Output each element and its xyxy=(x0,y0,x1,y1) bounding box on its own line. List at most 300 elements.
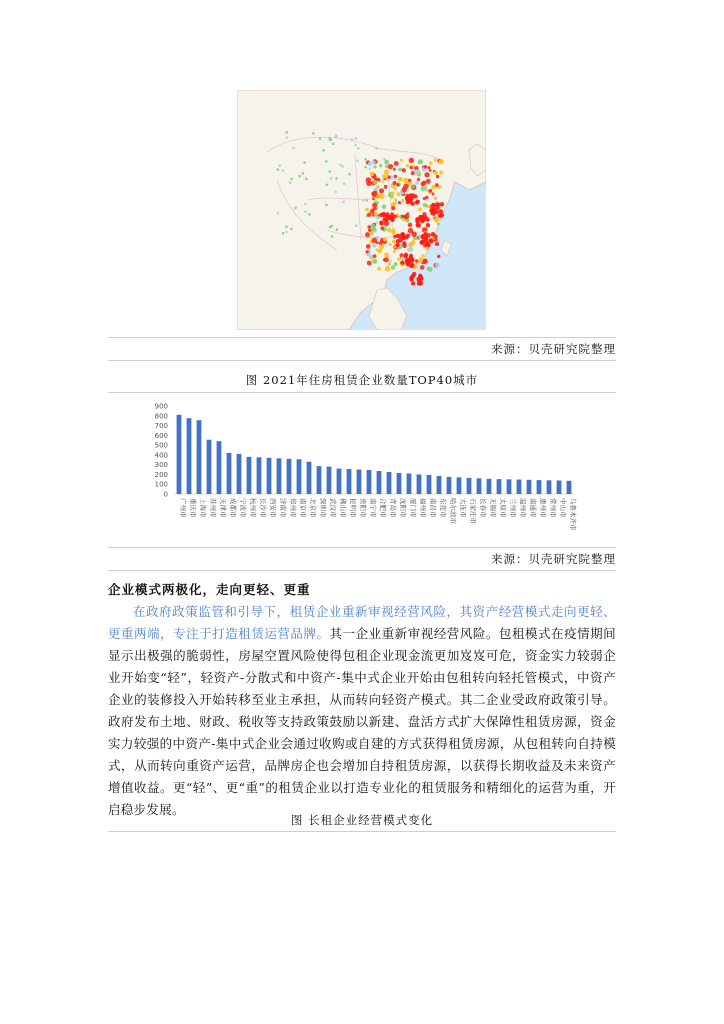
city-marker xyxy=(294,206,297,209)
city-marker xyxy=(372,203,377,208)
city-marker xyxy=(434,159,437,162)
city-marker xyxy=(373,165,376,168)
city-marker xyxy=(290,228,293,231)
bar xyxy=(417,474,422,494)
city-marker xyxy=(355,224,358,227)
bar xyxy=(367,470,372,494)
bar xyxy=(447,477,452,494)
city-marker xyxy=(379,213,383,217)
city-marker xyxy=(362,199,365,202)
x-tick-label: 郑州市 xyxy=(289,498,297,518)
city-marker xyxy=(392,228,395,231)
city-marker xyxy=(411,281,415,285)
city-marker xyxy=(394,178,397,181)
city-marker xyxy=(348,173,351,176)
city-marker xyxy=(286,136,289,139)
city-marker xyxy=(419,260,422,263)
bar xyxy=(377,471,382,494)
bar xyxy=(347,469,352,494)
city-marker xyxy=(375,147,378,150)
city-marker xyxy=(420,265,425,270)
city-marker xyxy=(282,232,285,235)
x-tick-label: 青岛市 xyxy=(389,498,397,518)
city-marker xyxy=(373,191,378,196)
city-marker xyxy=(366,250,369,253)
bar xyxy=(457,477,462,494)
city-marker xyxy=(332,142,335,145)
city-marker xyxy=(437,223,440,226)
divider xyxy=(108,337,616,338)
city-marker xyxy=(401,187,406,192)
city-marker xyxy=(330,177,333,180)
city-marker xyxy=(376,216,380,220)
bar xyxy=(197,420,202,494)
city-marker xyxy=(277,212,280,215)
city-marker xyxy=(379,244,384,249)
x-tick-label: 北京市 xyxy=(309,498,317,518)
bar xyxy=(257,457,262,494)
city-marker xyxy=(364,166,367,169)
y-tick-label: 800 xyxy=(154,412,168,421)
x-tick-label: 济南市 xyxy=(279,498,287,518)
city-marker xyxy=(376,241,379,244)
x-tick-label: 苏州市 xyxy=(209,498,217,518)
bar xyxy=(307,462,312,494)
bar xyxy=(177,415,182,494)
city-marker xyxy=(343,182,346,185)
bar xyxy=(477,478,482,494)
y-tick-label: 700 xyxy=(154,422,168,431)
city-marker xyxy=(356,160,359,163)
city-marker xyxy=(389,243,392,246)
city-marker xyxy=(434,217,439,222)
city-marker xyxy=(435,263,440,268)
x-tick-label: 成都市 xyxy=(229,498,237,518)
city-marker xyxy=(334,136,337,139)
bar xyxy=(287,459,292,494)
bar xyxy=(407,473,412,494)
bar xyxy=(357,470,362,494)
city-marker xyxy=(298,175,301,178)
city-marker xyxy=(387,228,392,233)
city-marker xyxy=(379,194,384,199)
city-marker xyxy=(290,178,293,181)
city-marker xyxy=(424,172,429,177)
city-marker xyxy=(368,162,372,166)
city-marker xyxy=(335,177,338,180)
city-marker xyxy=(418,159,423,164)
city-marker xyxy=(282,169,285,172)
bar xyxy=(547,480,552,494)
x-tick-label: 长春市 xyxy=(479,498,487,518)
bar xyxy=(397,473,402,494)
city-marker xyxy=(368,167,371,170)
city-marker xyxy=(432,207,436,211)
divider xyxy=(108,547,616,548)
divider xyxy=(108,570,616,571)
x-tick-label: 贵阳市 xyxy=(359,498,367,518)
city-marker xyxy=(325,204,328,207)
city-marker xyxy=(408,223,413,228)
chart-caption: 图 2021年住房租赁企业数量TOP40城市 xyxy=(245,373,479,387)
city-marker xyxy=(394,199,397,202)
city-marker xyxy=(393,181,397,185)
city-marker xyxy=(401,232,405,236)
x-tick-label: 南昌市 xyxy=(429,498,437,518)
city-marker xyxy=(425,217,429,221)
bar xyxy=(217,441,222,494)
city-marker xyxy=(377,249,382,254)
city-marker xyxy=(420,215,424,219)
city-marker xyxy=(384,185,388,189)
city-marker xyxy=(285,231,288,234)
x-tick-label: 南京市 xyxy=(299,498,307,518)
city-marker xyxy=(424,237,428,241)
bar-chart xyxy=(144,400,580,542)
city-marker xyxy=(380,226,384,230)
city-marker xyxy=(419,281,423,285)
city-marker xyxy=(404,253,408,257)
city-marker xyxy=(396,192,400,196)
city-marker xyxy=(370,255,373,258)
x-tick-label: 东莞市 xyxy=(439,498,447,518)
bar-chart-svg xyxy=(144,400,580,542)
city-marker xyxy=(379,221,383,225)
city-marker xyxy=(368,229,371,232)
city-marker xyxy=(440,213,444,217)
city-marker xyxy=(372,244,376,248)
city-marker xyxy=(394,175,398,179)
x-tick-label: 乌鲁木齐市 xyxy=(569,498,577,531)
city-marker xyxy=(341,165,344,168)
city-marker xyxy=(388,164,393,169)
y-tick-label: 100 xyxy=(154,480,168,489)
map-graphic xyxy=(237,90,486,330)
city-marker xyxy=(438,186,441,189)
x-tick-label: 石家庄市 xyxy=(469,498,477,524)
city-marker xyxy=(418,275,422,279)
city-marker xyxy=(403,178,408,183)
city-marker xyxy=(325,160,328,163)
bar xyxy=(387,472,392,494)
city-marker xyxy=(416,200,420,204)
city-marker xyxy=(425,241,429,245)
city-marker xyxy=(303,161,306,164)
bar xyxy=(537,480,542,494)
city-marker xyxy=(409,257,413,261)
body-text: 其一企业重新审视经营风险。包租模式在疫情期间显示出极强的脆弱性，房屋空置风险使得包租企业现金流更加岌岌可危，资金实力较弱企业开始变“轻”，轻资产-分散式和中资产-集中式企业开始由包租转向轻托管模式，中资产企业的装修投入开始转移至业主承担，从而转向轻资产模式。其二企业受政府政策引导。政府发布土地、财政、税收等支持政策鼓励以新建、盘活方式扩大保障性租赁房源，资金实力较强的中资产-集中式企业会通过收购或自建的方式获得租赁房源，从包租转向自持模式，从而转向重资产运营，品牌房企也会增加自持租赁房源，以获得长期收益及未来资产增值收益。更“轻”、更“重”的租赁企业以打造专业化的租赁服务和精细化的运营为重，开启稳步发展。 xyxy=(108,626,616,817)
x-tick-label: 哈尔滨市 xyxy=(449,498,457,524)
city-marker xyxy=(304,210,307,213)
city-marker xyxy=(426,223,430,227)
city-marker xyxy=(415,259,418,262)
bar xyxy=(207,440,212,494)
city-marker xyxy=(329,137,332,140)
city-marker xyxy=(420,240,424,244)
x-tick-label: 合肥市 xyxy=(379,498,387,518)
city-marker xyxy=(400,261,404,265)
city-marker xyxy=(385,266,391,272)
city-marker xyxy=(366,181,371,186)
city-marker xyxy=(403,215,406,218)
city-marker xyxy=(434,197,437,200)
city-marker xyxy=(392,240,396,244)
bar xyxy=(557,481,562,494)
x-tick-label: 常州市 xyxy=(549,498,557,518)
city-marker xyxy=(429,238,433,242)
city-marker xyxy=(408,247,413,252)
city-marker xyxy=(326,183,329,186)
city-marker xyxy=(285,225,288,228)
bar xyxy=(517,480,522,494)
bar xyxy=(297,459,302,494)
city-marker xyxy=(382,205,387,210)
city-marker xyxy=(390,218,394,222)
city-marker xyxy=(405,261,409,265)
city-marker xyxy=(388,263,391,266)
bar xyxy=(227,453,232,494)
city-marker xyxy=(374,212,378,216)
city-marker xyxy=(439,171,443,175)
city-marker xyxy=(393,250,396,253)
city-marker xyxy=(433,171,438,176)
x-tick-label: 武汉市 xyxy=(329,498,337,518)
city-marker xyxy=(409,275,413,279)
x-tick-label: 惠州市 xyxy=(539,498,547,518)
city-marker xyxy=(289,181,292,184)
city-marker xyxy=(384,160,389,165)
bar xyxy=(497,479,502,494)
x-tick-label: 厦门市 xyxy=(409,498,417,518)
city-marker xyxy=(428,189,432,193)
city-marker xyxy=(336,228,339,231)
city-marker xyxy=(437,255,440,258)
city-marker xyxy=(339,163,342,166)
city-marker xyxy=(367,212,371,216)
city-marker xyxy=(357,147,360,150)
city-marker xyxy=(374,207,377,210)
city-marker xyxy=(365,232,370,237)
chart-source: 来源：贝壳研究院整理 xyxy=(491,552,616,566)
city-marker xyxy=(414,169,419,174)
city-marker xyxy=(410,166,413,169)
section-paragraph xyxy=(108,601,616,821)
city-marker xyxy=(384,170,389,175)
bar xyxy=(337,469,342,494)
city-marker xyxy=(436,175,439,178)
bar xyxy=(327,467,332,494)
divider xyxy=(108,392,616,393)
city-marker xyxy=(438,159,443,164)
x-tick-label: 大连市 xyxy=(459,498,467,518)
city-marker xyxy=(277,168,280,171)
city-marker xyxy=(401,199,404,202)
city-marker xyxy=(422,254,425,257)
highlight-text: 在政府政策监管和引导下，租赁企业重新审视经营风险，其资产经营模式走向更轻、更重两端，专注于打造租赁运营品牌。 xyxy=(108,604,616,641)
city-marker xyxy=(370,209,374,213)
city-marker xyxy=(420,182,424,186)
bar xyxy=(427,475,432,494)
city-marker xyxy=(370,171,375,176)
city-marker xyxy=(367,225,371,229)
city-marker xyxy=(373,254,377,258)
divider xyxy=(108,360,616,361)
figure-source: 来源：贝壳研究院整理 xyxy=(491,342,616,356)
city-marker xyxy=(402,244,406,248)
city-marker xyxy=(372,160,376,164)
city-marker xyxy=(384,252,389,257)
city-marker xyxy=(398,177,403,182)
section-heading: 企业模式两极化，走向更轻、更重 xyxy=(108,582,311,597)
city-marker xyxy=(423,259,428,264)
figure-caption: 图 长租企业经营模式变化 xyxy=(290,813,434,827)
x-tick-label: 佛山市 xyxy=(339,498,347,518)
city-marker xyxy=(372,259,377,264)
x-tick-label: 广州市 xyxy=(179,498,187,518)
city-marker xyxy=(402,168,406,172)
city-marker xyxy=(423,203,427,207)
city-marker xyxy=(400,159,403,162)
x-tick-label: 宁波市 xyxy=(239,498,247,518)
city-marker xyxy=(329,226,332,229)
city-marker xyxy=(383,174,388,179)
y-tick-label: 300 xyxy=(154,461,168,470)
city-marker xyxy=(409,158,414,163)
x-tick-label: 长沙市 xyxy=(259,498,267,518)
city-marker xyxy=(426,179,431,184)
x-tick-label: 无锡市 xyxy=(489,498,497,518)
city-marker xyxy=(393,187,396,190)
bar xyxy=(567,481,572,494)
city-marker xyxy=(351,138,354,141)
x-tick-label: 中山市 xyxy=(559,498,567,518)
city-marker xyxy=(432,192,435,195)
city-marker xyxy=(305,177,308,180)
city-marker xyxy=(328,170,331,173)
city-marker xyxy=(415,181,419,185)
city-marker xyxy=(425,188,428,191)
city-marker xyxy=(424,165,427,168)
city-marker xyxy=(279,164,282,167)
city-marker xyxy=(396,183,399,186)
bar xyxy=(277,458,282,494)
x-tick-label: 福州市 xyxy=(419,498,427,518)
city-marker xyxy=(418,207,422,211)
x-tick-label: 上海市 xyxy=(199,498,207,518)
bar xyxy=(507,479,512,494)
city-marker xyxy=(393,168,396,171)
city-marker xyxy=(383,217,387,221)
city-marker xyxy=(391,206,395,210)
city-marker xyxy=(379,164,382,167)
x-tick-label: 兰州市 xyxy=(509,498,517,518)
city-marker xyxy=(394,262,398,266)
city-marker xyxy=(427,166,430,169)
city-marker xyxy=(383,238,387,242)
city-marker xyxy=(365,208,369,212)
city-marker xyxy=(440,202,444,206)
city-marker xyxy=(308,213,311,216)
x-tick-label: 沈阳市 xyxy=(399,498,407,518)
y-tick-label: 900 xyxy=(154,402,168,411)
bar xyxy=(437,476,442,494)
city-marker xyxy=(431,232,435,236)
city-marker xyxy=(370,231,374,235)
city-marker xyxy=(365,199,368,202)
city-marker xyxy=(421,234,425,238)
city-marker xyxy=(367,261,372,266)
city-marker xyxy=(379,241,383,245)
city-marker xyxy=(331,235,334,238)
city-marker xyxy=(402,236,406,240)
city-marker xyxy=(412,185,415,188)
city-marker xyxy=(384,257,389,262)
city-marker xyxy=(394,161,399,166)
city-marker xyxy=(415,219,419,223)
city-distribution-map xyxy=(237,90,486,330)
city-marker xyxy=(395,243,399,247)
bar xyxy=(487,479,492,494)
x-tick-label: 杭州市 xyxy=(249,498,257,518)
city-marker xyxy=(379,188,384,193)
x-tick-label: 天津市 xyxy=(219,498,227,518)
city-marker xyxy=(342,200,345,203)
city-marker xyxy=(423,197,426,200)
x-tick-label: 南宁市 xyxy=(369,498,377,518)
city-marker xyxy=(391,191,395,195)
bar xyxy=(247,457,252,494)
city-marker xyxy=(312,132,315,135)
city-marker xyxy=(377,267,381,271)
city-marker xyxy=(397,257,401,261)
city-marker xyxy=(439,209,443,213)
x-tick-label: 深圳市 xyxy=(319,498,327,518)
city-marker xyxy=(322,149,325,152)
bar xyxy=(527,480,532,494)
city-marker xyxy=(410,262,414,266)
city-marker xyxy=(391,202,396,207)
y-tick-label: 0 xyxy=(163,490,168,499)
city-marker xyxy=(371,227,375,231)
city-marker xyxy=(304,203,307,206)
bar xyxy=(237,454,242,494)
city-marker xyxy=(411,193,415,197)
x-tick-label: 太原市 xyxy=(499,498,507,518)
city-marker xyxy=(335,190,338,193)
city-marker xyxy=(396,239,400,243)
city-marker xyxy=(355,137,358,140)
x-tick-label: 温州市 xyxy=(519,498,527,518)
x-tick-label: 西安市 xyxy=(269,498,277,518)
bar xyxy=(267,458,272,494)
x-tick-label: 重庆市 xyxy=(189,498,197,518)
city-marker xyxy=(364,158,367,161)
city-marker xyxy=(286,131,289,134)
city-marker xyxy=(398,168,402,172)
city-marker xyxy=(376,178,380,182)
city-marker xyxy=(373,176,376,179)
bar xyxy=(467,478,472,494)
bar xyxy=(317,466,322,494)
city-marker xyxy=(354,144,357,147)
city-marker xyxy=(431,185,436,190)
city-marker xyxy=(374,197,377,200)
city-marker xyxy=(366,244,371,249)
city-marker xyxy=(429,161,433,165)
city-marker xyxy=(421,186,426,191)
y-tick-label: 600 xyxy=(154,431,168,440)
x-tick-label: 昆明市 xyxy=(349,498,357,518)
